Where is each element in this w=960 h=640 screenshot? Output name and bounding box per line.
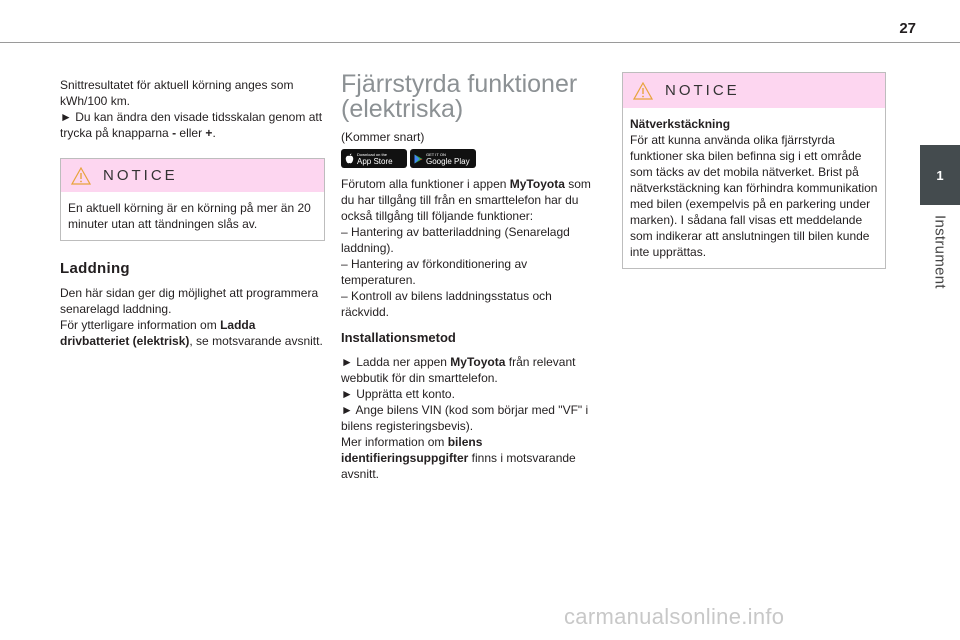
app-store-small: Download on the — [357, 151, 388, 157]
more-info-prefix: Mer information om — [341, 435, 448, 449]
warning-icon — [633, 82, 653, 100]
apple-icon — [345, 153, 354, 164]
minus-key: - — [172, 126, 177, 140]
feature-item: – Hantering av batteriladdning (Senarelagd laddning). — [341, 225, 570, 255]
install-app-name: MyToyota — [450, 355, 506, 369]
footer-watermark: carmanualsonline.info — [564, 604, 785, 629]
more-info-suffix: finns i motsvarande avsnitt. — [341, 451, 576, 481]
warning-icon — [71, 167, 91, 185]
more-info — [341, 434, 601, 482]
top-rule — [0, 42, 960, 43]
chapter-title-text: Instrument — [931, 215, 949, 289]
notice-title: NOTICE — [665, 81, 740, 99]
charging-text-2 — [60, 317, 325, 349]
charging-text-2-prefix: För ytterligare information om — [60, 318, 221, 332]
intro-text-1: Snittresultatet för aktuell körning anges som kWh/100 km. — [60, 78, 294, 108]
notice-box-2 — [622, 72, 886, 269]
notice-body — [623, 108, 885, 268]
install-step-1 — [341, 354, 601, 386]
intro-text-2-main: ► Du kan ändra den visade tidsskalan genom att trycka på knapparna — [60, 110, 323, 140]
install-step-1-prefix: ► Ladda ner appen — [341, 355, 451, 369]
notice-title: NOTICE — [103, 166, 178, 184]
google-play-badge[interactable] — [410, 149, 476, 168]
intro-end: . — [212, 126, 216, 140]
column-1 — [60, 77, 325, 349]
features-intro — [341, 176, 601, 224]
app-store-big: App Store — [357, 156, 393, 166]
page-number: 27 — [899, 20, 916, 37]
chapter-tab[interactable]: 1 — [920, 145, 960, 205]
install-step-2: ► Upprätta ett konto. — [341, 387, 455, 401]
charging-text-2-suffix: , se motsvarande avsnitt. — [189, 334, 323, 348]
vehicle-id-link: bilens identifieringsuppgifter — [341, 435, 483, 465]
install-heading: Installationsmetod — [341, 330, 456, 345]
features-intro-suffix: som du har tillgång till från en smarttelefon har du också tillgång till följande funktioner: — [341, 177, 591, 223]
column-2 — [341, 72, 601, 482]
column-3 — [622, 72, 886, 269]
install-step-3: ► Ange bilens VIN (kod som börjar med "VF" i bilens registeringsbevis). — [341, 403, 589, 433]
charging-text-1: Den här sidan ger dig möjlighet att programmera senarelagd laddning. — [60, 286, 319, 316]
intro-or: eller — [176, 126, 206, 140]
install-step-1-suffix: från relevant webbutik för din smarttelefon. — [341, 355, 576, 385]
notice-box-1 — [60, 158, 325, 241]
chapter-title — [928, 212, 952, 292]
intro-text-2 — [60, 109, 325, 141]
app-name: MyToyota — [509, 177, 565, 191]
notice-text: För att kunna använda olika fjärrstyrda funktioner ska bilen befinna sig i ett område som täcks av det mobila nätverket. Brist på nätverkstäckning kan förhindra kommunikation med bilen (exempelvis på en parkering under marken). I sådana fall visas ett meddelande som indikerar att anslutningen till bilen kunde inte upprättas. — [630, 133, 878, 259]
plus-key: + — [205, 126, 213, 140]
google-play-big: Google Play — [426, 156, 470, 166]
charging-heading: Laddning — [60, 260, 130, 277]
section-title: Fjärrstyrda funktioner (elektriska) — [341, 70, 578, 123]
google-play-small: GET IT ON — [426, 151, 446, 157]
features-intro-prefix: Förutom alla funktioner i appen — [341, 177, 510, 191]
notice-heading: Nätverkstäckning — [630, 117, 731, 131]
notice-body: En aktuell körning är en körning på mer än 20 minuter utan att tändningen slås av. — [68, 201, 311, 231]
google-play-icon — [414, 154, 423, 164]
feature-item: – Hantering av förkonditionering av temperaturen. — [341, 257, 528, 287]
charging-link: Ladda drivbatteriet (elektrisk) — [60, 318, 256, 348]
notice-header — [61, 159, 324, 192]
store-badges — [341, 149, 601, 168]
notice-header — [623, 73, 885, 108]
feature-item: – Kontroll av bilens laddningsstatus och räckvidd. — [341, 289, 552, 319]
coming-soon: (Kommer snart) — [341, 130, 425, 144]
app-store-badge[interactable] — [341, 149, 407, 168]
